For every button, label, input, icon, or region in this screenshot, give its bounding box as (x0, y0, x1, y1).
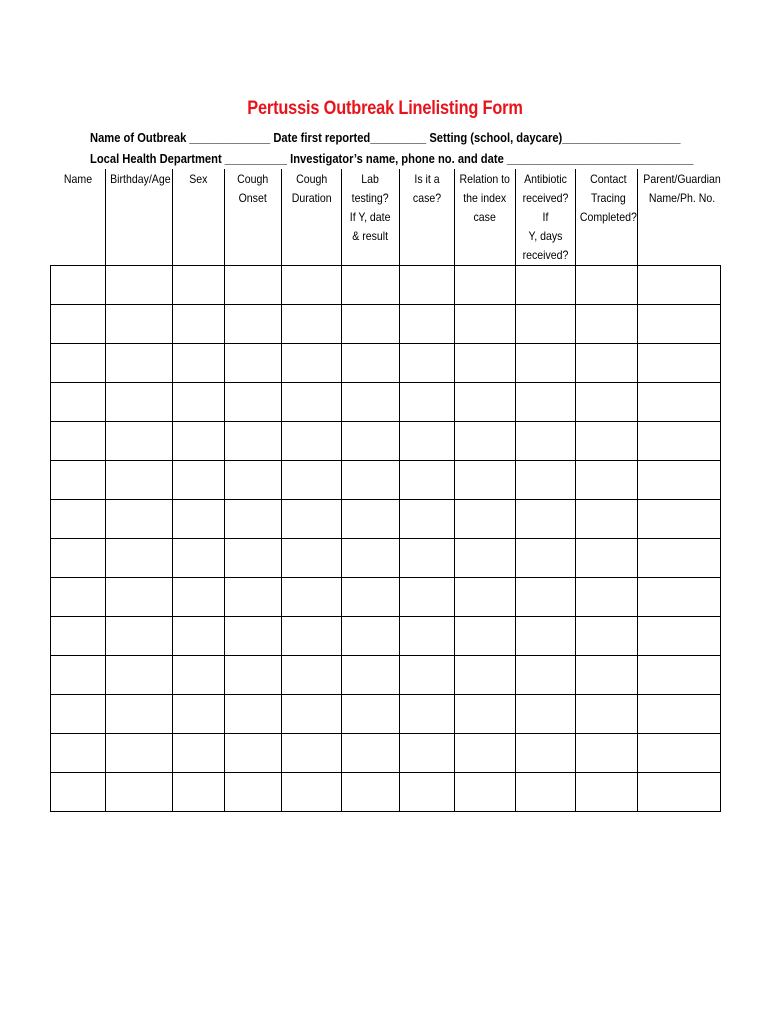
table-cell[interactable] (576, 734, 638, 773)
table-cell[interactable] (225, 695, 282, 734)
table-row (51, 773, 721, 812)
table-cell[interactable] (51, 695, 106, 734)
table-cell[interactable] (51, 773, 106, 812)
table-cell[interactable] (342, 539, 400, 578)
table-cell[interactable] (173, 500, 225, 539)
table-row (51, 383, 721, 422)
table-cell[interactable] (516, 461, 576, 500)
outbreak-info-line: Name of Outbreak _____________ Date first reported_________ Setting (school, daycare)___________________ (90, 130, 681, 145)
table-cell[interactable] (225, 461, 282, 500)
table-cell[interactable] (51, 344, 106, 383)
table-row (51, 266, 721, 305)
table-cell[interactable] (282, 578, 342, 617)
table-cell[interactable] (51, 461, 106, 500)
table-cell[interactable] (282, 344, 342, 383)
table-cell[interactable] (173, 773, 225, 812)
table-cell[interactable] (638, 266, 721, 305)
table-cell[interactable] (282, 422, 342, 461)
table-cell[interactable] (576, 344, 638, 383)
table-cell[interactable] (173, 305, 225, 344)
table-cell[interactable] (516, 617, 576, 656)
table-cell[interactable] (400, 266, 455, 305)
table-cell[interactable] (282, 383, 342, 422)
table-cell[interactable] (576, 695, 638, 734)
table-cell[interactable] (342, 656, 400, 695)
table-cell[interactable] (576, 305, 638, 344)
table-cell[interactable] (576, 773, 638, 812)
table-cell[interactable] (638, 344, 721, 383)
table-cell[interactable] (106, 305, 173, 344)
health-department-line: Local Health Department __________ Investigator’s name, phone no. and date ______________________________ (90, 151, 694, 166)
table-cell[interactable] (51, 656, 106, 695)
table-cell[interactable] (51, 266, 106, 305)
table-cell[interactable] (400, 734, 455, 773)
table-cell[interactable] (342, 500, 400, 539)
table-row (51, 539, 721, 578)
table-cell[interactable] (106, 383, 173, 422)
table-cell[interactable] (173, 617, 225, 656)
table-row (51, 734, 721, 773)
table-row (51, 695, 721, 734)
table-cell[interactable] (225, 422, 282, 461)
table-cell[interactable] (455, 305, 516, 344)
table-cell[interactable] (576, 578, 638, 617)
table-cell[interactable] (400, 422, 455, 461)
table-cell[interactable] (173, 383, 225, 422)
table-cell[interactable] (106, 617, 173, 656)
table-cell[interactable] (106, 266, 173, 305)
table-cell[interactable] (106, 539, 173, 578)
table-cell[interactable] (342, 344, 400, 383)
table-cell[interactable] (400, 461, 455, 500)
table-cell[interactable] (638, 734, 721, 773)
table-cell[interactable] (576, 500, 638, 539)
table-cell[interactable] (576, 266, 638, 305)
table-cell[interactable] (400, 344, 455, 383)
column-header-cough-onset: Cough Onset (225, 169, 282, 266)
table-cell[interactable] (516, 539, 576, 578)
table-cell[interactable] (173, 422, 225, 461)
table-cell[interactable] (106, 656, 173, 695)
table-cell[interactable] (342, 383, 400, 422)
table-cell[interactable] (400, 305, 455, 344)
table-cell[interactable] (342, 266, 400, 305)
table-cell[interactable] (638, 383, 721, 422)
table-cell[interactable] (342, 578, 400, 617)
table-cell[interactable] (106, 500, 173, 539)
table-cell[interactable] (638, 617, 721, 656)
table-cell[interactable] (400, 617, 455, 656)
table-cell[interactable] (576, 539, 638, 578)
table-cell[interactable] (455, 266, 516, 305)
table-cell[interactable] (455, 578, 516, 617)
table-cell[interactable] (225, 305, 282, 344)
table-cell[interactable] (173, 734, 225, 773)
table-cell[interactable] (576, 656, 638, 695)
table-cell[interactable] (51, 617, 106, 656)
table-cell[interactable] (51, 578, 106, 617)
table-cell[interactable] (400, 695, 455, 734)
table-cell[interactable] (51, 422, 106, 461)
table-cell[interactable] (173, 461, 225, 500)
column-header-lab-testing: Lab testing? If Y, date & result (342, 169, 400, 266)
table-cell[interactable] (173, 695, 225, 734)
table-cell[interactable] (516, 500, 576, 539)
table-cell[interactable] (225, 656, 282, 695)
table-cell[interactable] (51, 500, 106, 539)
table-cell[interactable] (342, 617, 400, 656)
table-cell[interactable] (455, 539, 516, 578)
table-cell[interactable] (638, 656, 721, 695)
table-cell[interactable] (225, 734, 282, 773)
table-cell[interactable] (400, 578, 455, 617)
table-cell[interactable] (455, 422, 516, 461)
table-cell[interactable] (225, 266, 282, 305)
table-cell[interactable] (282, 305, 342, 344)
table-row (51, 578, 721, 617)
table-cell[interactable] (516, 383, 576, 422)
table-cell[interactable] (576, 383, 638, 422)
table-cell[interactable] (225, 578, 282, 617)
table-cell[interactable] (455, 695, 516, 734)
table-cell[interactable] (455, 461, 516, 500)
table-cell[interactable] (282, 461, 342, 500)
table-cell[interactable] (282, 500, 342, 539)
table-cell[interactable] (516, 344, 576, 383)
table-cell[interactable] (282, 773, 342, 812)
table-cell[interactable] (51, 539, 106, 578)
table-cell[interactable] (106, 422, 173, 461)
table-cell[interactable] (638, 695, 721, 734)
table-cell[interactable] (342, 773, 400, 812)
table-cell[interactable] (51, 305, 106, 344)
table-cell[interactable] (638, 539, 721, 578)
table-cell[interactable] (225, 773, 282, 812)
table-cell[interactable] (282, 695, 342, 734)
table-cell[interactable] (282, 656, 342, 695)
column-header-birthday-age: Birthday/Age (106, 169, 173, 266)
column-header-contact-tracing: Contact Tracing Completed? (576, 169, 638, 266)
table-cell[interactable] (516, 656, 576, 695)
table-header-row (51, 169, 721, 266)
table-row (51, 500, 721, 539)
table-cell[interactable] (225, 344, 282, 383)
table-cell[interactable] (282, 617, 342, 656)
table-cell[interactable] (638, 461, 721, 500)
table-cell[interactable] (400, 773, 455, 812)
table-cell[interactable] (516, 773, 576, 812)
table-cell[interactable] (455, 500, 516, 539)
table-cell[interactable] (516, 422, 576, 461)
table-cell[interactable] (51, 734, 106, 773)
table-cell[interactable] (576, 461, 638, 500)
table-cell[interactable] (516, 734, 576, 773)
table-row (51, 617, 721, 656)
table-cell[interactable] (455, 383, 516, 422)
table-cell[interactable] (638, 500, 721, 539)
table-row (51, 461, 721, 500)
table-cell[interactable] (282, 266, 342, 305)
table-cell[interactable] (342, 695, 400, 734)
table-cell[interactable] (576, 617, 638, 656)
table-cell[interactable] (342, 305, 400, 344)
table-cell[interactable] (516, 266, 576, 305)
table-cell[interactable] (106, 344, 173, 383)
table-cell[interactable] (400, 656, 455, 695)
table-row (51, 422, 721, 461)
table-cell[interactable] (455, 344, 516, 383)
table-cell[interactable] (455, 773, 516, 812)
table-cell[interactable] (106, 578, 173, 617)
table-cell[interactable] (400, 539, 455, 578)
table-cell[interactable] (282, 539, 342, 578)
table-cell[interactable] (576, 422, 638, 461)
table-cell[interactable] (400, 500, 455, 539)
table-cell[interactable] (638, 422, 721, 461)
table-cell[interactable] (342, 734, 400, 773)
table-cell[interactable] (516, 305, 576, 344)
table-cell[interactable] (225, 500, 282, 539)
table-cell[interactable] (282, 734, 342, 773)
column-header-is-case: Is it a case? (400, 169, 455, 266)
table-row (51, 656, 721, 695)
table-cell[interactable] (400, 383, 455, 422)
column-header-relation-index-case: Relation to the index case (455, 169, 516, 266)
table-cell[interactable] (173, 266, 225, 305)
table-cell[interactable] (638, 773, 721, 812)
column-header-antibiotic: Antibiotic received? If Y, days received? (516, 169, 576, 266)
linelisting-table (50, 169, 721, 812)
table-body (51, 266, 721, 812)
table-cell[interactable] (225, 539, 282, 578)
table-cell[interactable] (638, 578, 721, 617)
table-cell[interactable] (342, 461, 400, 500)
table-cell[interactable] (516, 578, 576, 617)
table-cell[interactable] (106, 734, 173, 773)
table-cell[interactable] (173, 539, 225, 578)
table-cell[interactable] (455, 617, 516, 656)
table-cell[interactable] (455, 656, 516, 695)
table-row (51, 305, 721, 344)
table-cell[interactable] (516, 695, 576, 734)
table-row (51, 344, 721, 383)
table-cell[interactable] (173, 344, 225, 383)
table-cell[interactable] (51, 383, 106, 422)
table-cell[interactable] (342, 422, 400, 461)
table-cell[interactable] (225, 617, 282, 656)
column-header-cough-duration: Cough Duration (282, 169, 342, 266)
table-cell[interactable] (106, 773, 173, 812)
table-cell[interactable] (106, 695, 173, 734)
column-header-parent-guardian: Parent/Guardian Name/Ph. No. (638, 169, 721, 266)
table-cell[interactable] (173, 656, 225, 695)
table-cell[interactable] (173, 578, 225, 617)
table-cell[interactable] (638, 305, 721, 344)
table-cell[interactable] (225, 383, 282, 422)
column-header-sex: Sex (173, 169, 225, 266)
form-title: Pertussis Outbreak Linelisting Form (247, 98, 523, 119)
column-header-name: Name (51, 169, 106, 266)
table-cell[interactable] (106, 461, 173, 500)
table-cell[interactable] (455, 734, 516, 773)
